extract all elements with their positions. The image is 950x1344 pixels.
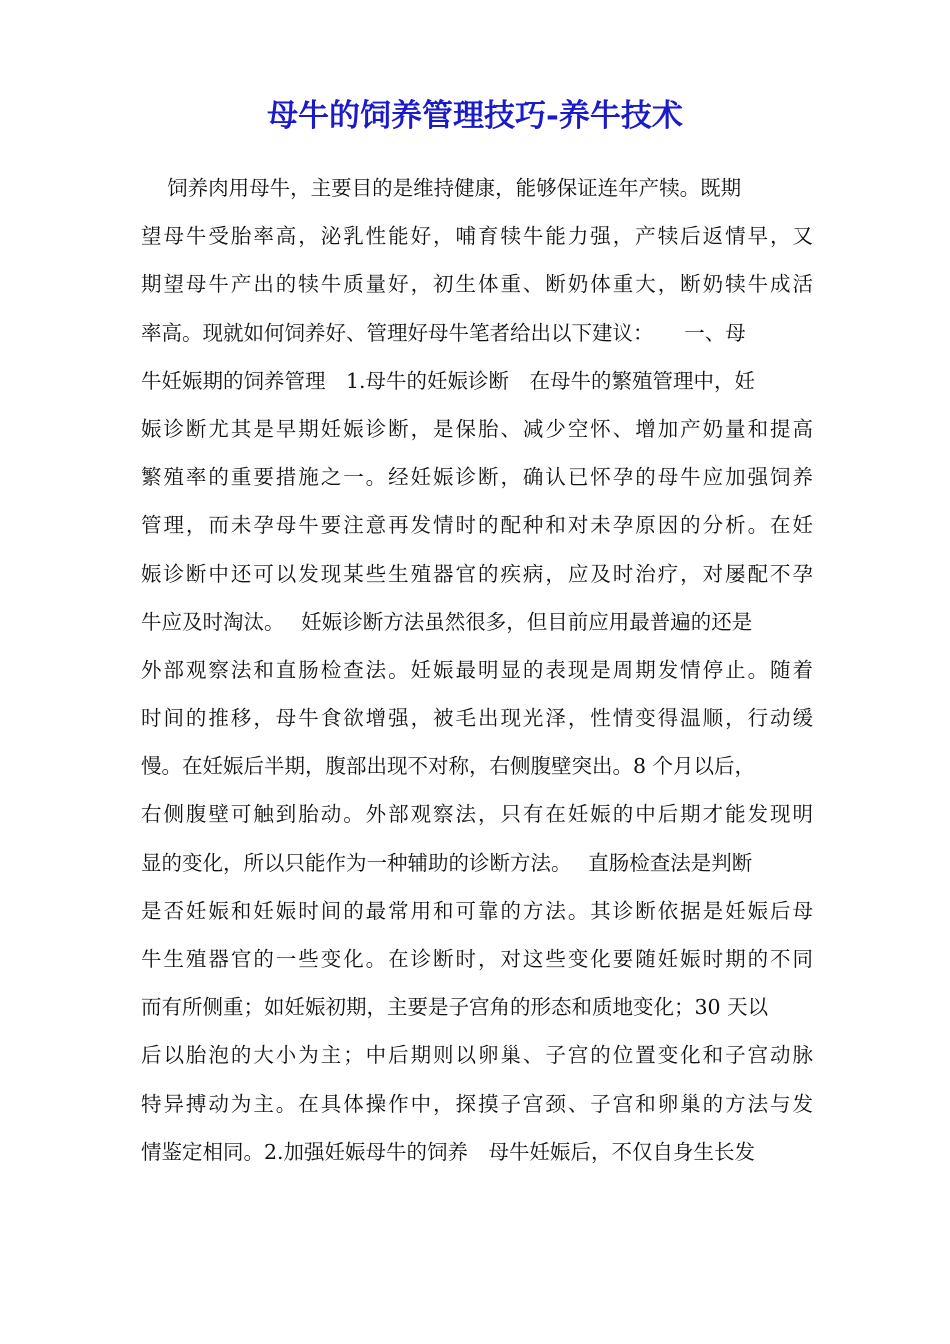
text-line: 是否妊娠和妊娠时间的最常用和可靠的方法。其诊断依据是妊娠后母 <box>141 898 813 923</box>
text-line: 期望母牛产出的犊牛质量好，初生体重、断奶体重大，断奶犊牛成活 <box>141 272 813 297</box>
text-line: 率高。现就如何饲养好、管理好母牛笔者给出以下建议： 一、母 <box>141 320 746 345</box>
text-line: 繁殖率的重要措施之一。经妊娠诊断，确认已怀孕的母牛应加强饲养 <box>141 465 813 490</box>
text-line: 娠诊断尤其是早期妊娠诊断，是保胎、减少空怀、增加产奶量和提高 <box>141 416 813 441</box>
page-title: 母牛的饲养管理技巧-养牛技术 <box>267 98 683 134</box>
text-line: 后以胎泡的大小为主；中后期则以卵巢、子宫的位置变化和子宫动脉 <box>141 1043 813 1068</box>
text-line: 望母牛受胎率高，泌乳性能好，哺育犊牛能力强，产犊后返情早，又 <box>141 224 813 249</box>
text-line: 显的变化，所以只能作为一种辅助的诊断方法。 直肠检查法是判断 <box>141 850 753 875</box>
body-paragraph <box>141 164 813 1176</box>
text-line: 时间的推移，母牛食欲增强，被毛出现光泽，性情变得温顺，行动缓 <box>141 706 813 731</box>
text-line: 牛妊娠期的饲养管理 1.母牛的妊娠诊断 在母牛的繁殖管理中，妊 <box>141 368 756 393</box>
text-line: 牛生殖器官的一些变化。在诊断时，对这些变化要随妊娠时期的不同 <box>141 947 813 971</box>
text-line: 饲养肉用母牛，主要目的是维持健康，能够保证连年产犊。既期 <box>141 176 742 200</box>
text-line: 管理，而未孕母牛要注意再发情时的配种和对未孕原因的分析。在妊 <box>141 513 813 538</box>
text-line: 牛应及时淘汰。 妊娠诊断方法虽然很多，但目前应用最普遍的还是 <box>141 609 753 634</box>
text-line: 特异搏动为主。在具体操作中，探摸子宫颈、子宫和卵巢的方法与发 <box>141 1091 813 1116</box>
text-line: 娠诊断中还可以发现某些生殖器官的疾病，应及时治疗，对屡配不孕 <box>141 561 813 586</box>
text-line: 右侧腹壁可触到胎动。外部观察法，只有在妊娠的中后期才能发现明 <box>141 802 813 827</box>
text-line: 慢。在妊娠后半期，腹部出现不对称，右侧腹壁突出。8 个月以后， <box>141 754 756 779</box>
text-line: 而有所侧重；如妊娠初期，主要是子宫角的形态和质地变化；30 天以 <box>141 995 769 1020</box>
text-line: 情鉴定相同。2.加强妊娠母牛的饲养 母牛妊娠后，不仅自身生长发 <box>141 1139 756 1164</box>
text-line: 外部观察法和直肠检查法。妊娠最明显的表现是周期发情停止。随着 <box>141 657 813 682</box>
